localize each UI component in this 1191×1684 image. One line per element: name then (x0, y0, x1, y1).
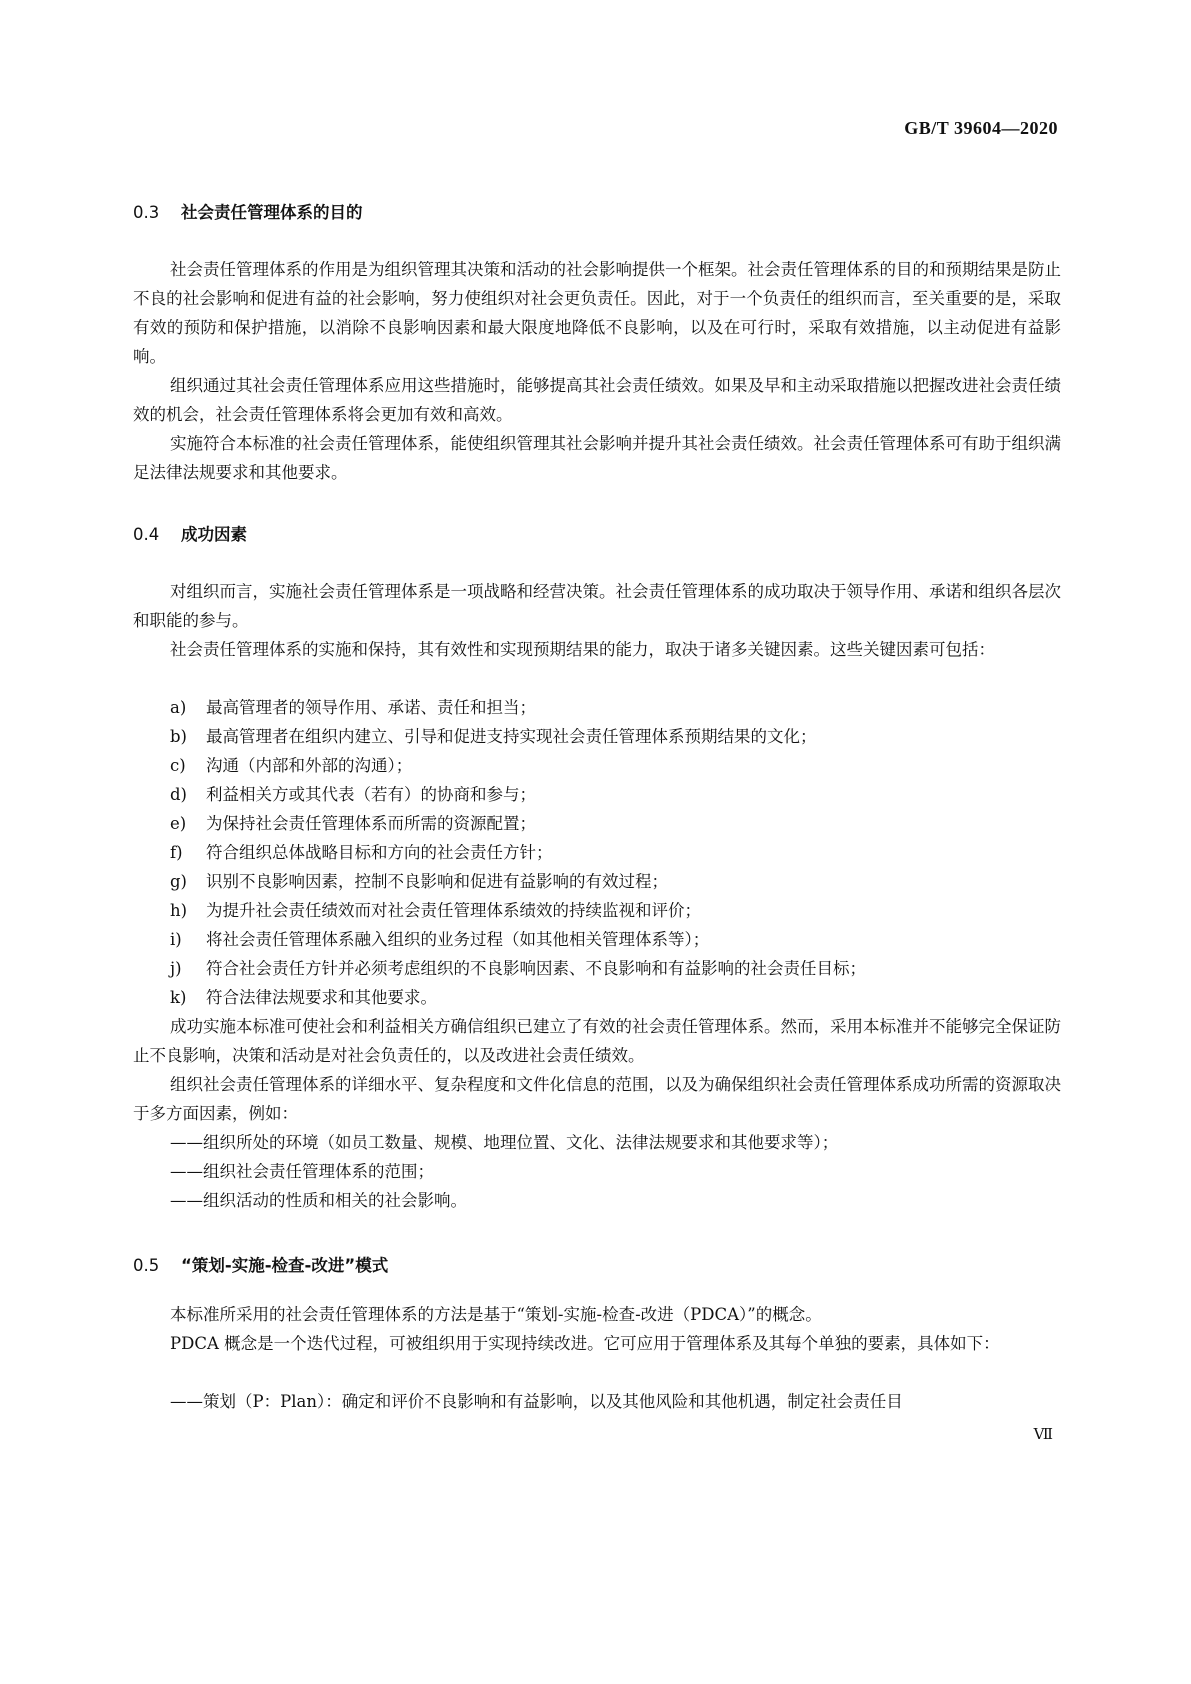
standard-code: GB/T 39604—2020 (904, 118, 1058, 138)
list-label: e) (170, 814, 187, 833)
paragraph: 社会责任管理体系的实施和保持，其有效性和实现预期结果的能力，取决于诸多关键因素。这些关键因素可包括： (170, 640, 995, 659)
list-text: 符合法律法规要求和其他要求。 (206, 988, 437, 1007)
list-label: d) (170, 785, 187, 804)
list-item (170, 896, 701, 925)
section-number: 0.3 (133, 203, 160, 222)
list-item (170, 983, 437, 1012)
paragraph: PDCA 概念是一个迭代过程，可被组织用于实现持续改进。它可应用于管理体系及其每个单独的要素，具体如下： (170, 1334, 1000, 1353)
list-item (170, 722, 817, 751)
section-heading-0-4 (133, 521, 247, 545)
dash-item: ——组织所处的环境（如员工数量、规模、地理位置、文化、法律法规要求和其他要求等）； (170, 1133, 839, 1152)
list-label: h) (170, 901, 188, 920)
dash-item: ——策划（P：Plan）：确定和评价不良影响和有益影响，以及其他风险和其他机遇，制定社会责任目 (170, 1392, 903, 1411)
section-number: 0.4 (133, 525, 160, 544)
list-item (170, 693, 536, 722)
list-label: c) (170, 756, 186, 775)
list-text: 将社会责任管理体系融入组织的业务过程（如其他相关管理体系等）； (206, 930, 710, 949)
paragraph: 社会责任管理体系的作用是为组织管理其决策和活动的社会影响提供一个框架。社会责任管理体系的目的和预期结果是防止不良的社会影响和促进有益的社会影响，努力使组织对社会更负责任。因此，对于一个负责任的组织而言，至关重要的是，采取有效的预防和保护措施，以消除不良影响因素和最大限度地降低不良影响，以及在可行时，采取有效措施，以主动促进有益影响。 (133, 260, 1061, 366)
paragraph: 成功实施本标准可使社会和利益相关方确信组织已建立了有效的社会责任管理体系。然而，采用本标准并不能够完全保证防止不良影响，决策和活动是对社会负责任的，以及改进社会责任绩效。 (133, 1017, 1061, 1065)
paragraph: 组织社会责任管理体系的详细水平、复杂程度和文件化信息的范围，以及为确保组织社会责任管理体系成功所需的资源取决于多方面因素，例如： (133, 1075, 1061, 1123)
list-label: i) (170, 930, 182, 949)
list-text: 最高管理者的领导作用、承诺、责任和担当； (206, 698, 536, 717)
list-label: b) (170, 727, 187, 746)
section-heading-0-5 (133, 1252, 388, 1276)
list-item (170, 954, 866, 983)
paragraph: 对组织而言，实施社会责任管理体系是一项战略和经营决策。社会责任管理体系的成功取决于领导作用、承诺和组织各层次和职能的参与。 (133, 582, 1061, 630)
section-heading-0-3 (133, 199, 363, 223)
list-label: j) (170, 959, 182, 978)
list-text: 识别不良影响因素，控制不良影响和促进有益影响的有效过程； (206, 872, 668, 891)
paragraph: 组织通过其社会责任管理体系应用这些措施时，能够提高其社会责任绩效。如果及早和主动采取措施以把握改进社会责任绩效的机会，社会责任管理体系将会更加有效和高效。 (133, 376, 1061, 424)
paragraph: 实施符合本标准的社会责任管理体系，能使组织管理其社会影响并提升其社会责任绩效。社会责任管理体系可有助于组织满足法律法规要求和其他要求。 (133, 434, 1061, 482)
section-number: 0.5 (133, 1256, 160, 1275)
list-label: g) (170, 872, 187, 891)
list-text: 最高管理者在组织内建立、引导和促进支持实现社会责任管理体系预期结果的文化； (206, 727, 817, 746)
list-text: 为保持社会责任管理体系而所需的资源配置； (206, 814, 536, 833)
section-title: “策划-实施-检查-改进”模式 (181, 1256, 389, 1275)
list-item (170, 780, 536, 809)
page-number: Ⅶ (1033, 1427, 1053, 1443)
dash-item: ——组织活动的性质和相关的社会影响。 (170, 1191, 467, 1210)
list-item (170, 867, 668, 896)
list-item (170, 925, 709, 954)
list-label: a) (170, 698, 187, 717)
list-text: 沟通（内部和外部的沟通）； (206, 756, 413, 775)
list-item (170, 809, 536, 838)
list-item (170, 838, 553, 867)
paragraph: 本标准所采用的社会责任管理体系的方法是基于“策划-实施-检查-改进（PDCA）”的概念。 (170, 1305, 822, 1324)
list-label: f) (170, 843, 183, 862)
list-text: 为提升社会责任绩效而对社会责任管理体系绩效的持续监视和评价； (206, 901, 701, 920)
list-label: k) (170, 988, 187, 1007)
list-text: 利益相关方或其代表（若有）的协商和参与； (206, 785, 536, 804)
section-title: 成功因素 (181, 525, 247, 544)
list-item (170, 751, 412, 780)
list-text: 符合组织总体战略目标和方向的社会责任方针； (206, 843, 553, 862)
dash-item: ——组织社会责任管理体系的范围； (170, 1162, 434, 1181)
list-text: 符合社会责任方针并必须考虑组织的不良影响因素、不良影响和有益影响的社会责任目标； (206, 959, 866, 978)
section-title: 社会责任管理体系的目的 (181, 203, 363, 222)
